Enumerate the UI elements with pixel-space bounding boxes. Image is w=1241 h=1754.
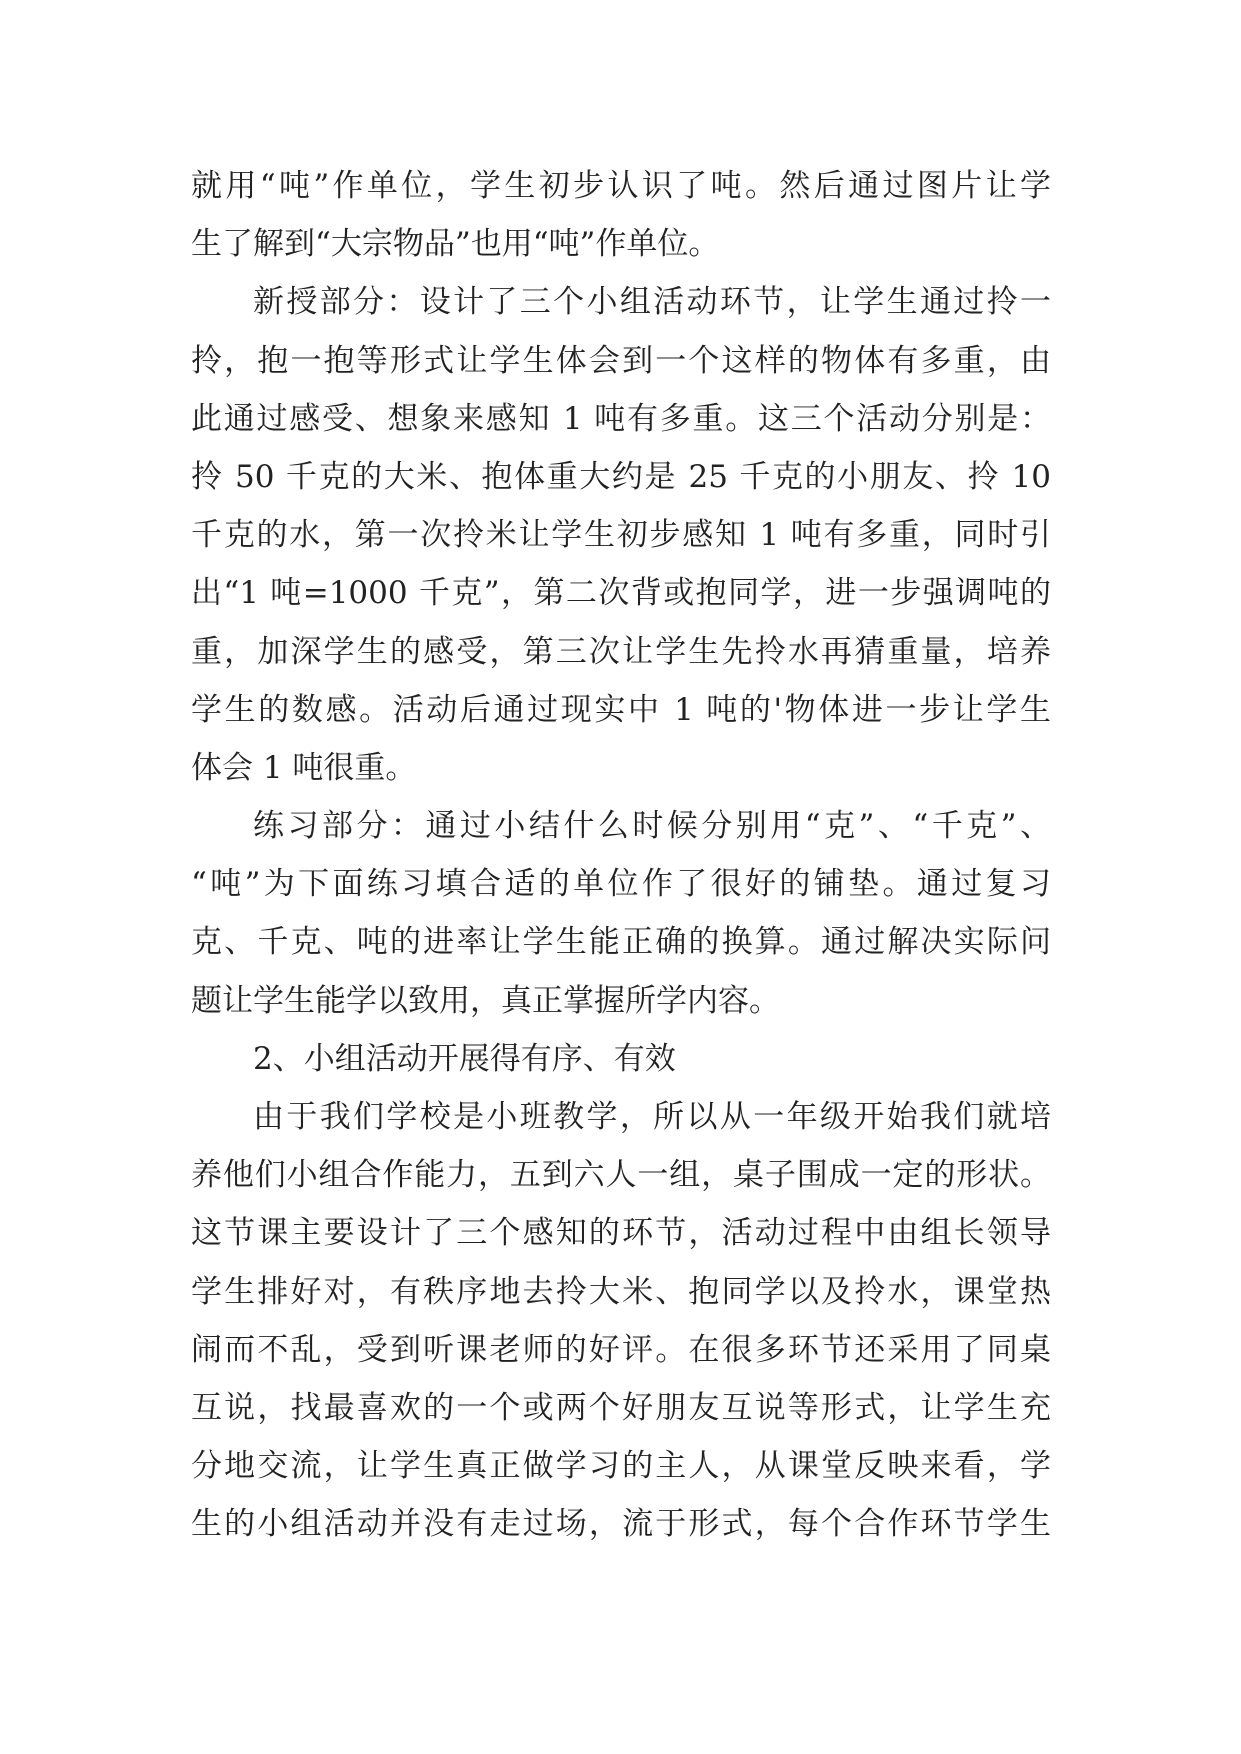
text-line: 此通过感受、想象来感知 1 吨有多重。这三个活动分别是： (191, 400, 1051, 437)
text-line: 学生的数感。活动后通过现实中 1 吨的'物体进一步让学生 (191, 691, 1051, 728)
text-line: 由于我们学校是小班教学，所以从一年级开始我们就培 (253, 1099, 1051, 1135)
text-line: 闹而不乱，受到听课老师的好评。在很多环节还采用了同桌 (191, 1331, 1051, 1368)
text-line: 题让学生能学以致用，真正掌握所学内容。 (191, 982, 780, 1019)
text-line: 养他们小组合作能力，五到六人一组，桌子围成一定的形状。 (191, 1157, 1051, 1194)
text-line: 就用“吨”作单位，学生初步认识了吨。然后通过图片让学 (191, 168, 1051, 204)
text-line: 克、千克、吨的进率让学生能正确的换算。通过解决实际问 (191, 924, 1051, 961)
document-body (191, 157, 1051, 1554)
text-line: 学生排好对，有秩序地去拎大米、抱同学以及拎水，课堂热 (191, 1273, 1051, 1310)
text-line: 互说，找最喜欢的一个或两个好朋友互说等形式，让学生充 (191, 1389, 1051, 1426)
text-line: 新授部分：设计了三个小组活动环节，让学生通过拎一 (253, 284, 1051, 321)
text-line: 重，加深学生的感受，第三次让学生先拎水再猜重量，培养 (191, 633, 1051, 670)
text-line: 拎 50 千克的大米、抱体重大约是 25 千克的小朋友、拎 10 (191, 458, 1051, 495)
text-line: 拎，抱一抱等形式让学生体会到一个这样的物体有多重，由 (191, 342, 1051, 379)
text-line: 这节课主要设计了三个感知的环节，活动过程中由组长领导 (191, 1215, 1051, 1252)
text-line: “吨”为下面练习填合适的单位作了很好的铺垫。通过复习 (191, 866, 1051, 903)
text-line: 出“1 吨=1000 千克”，第二次背或抱同学，进一步强调吨的 (191, 575, 1051, 612)
text-line: 2、小组活动开展得有序、有效 (253, 1040, 676, 1077)
text-line: 生的小组活动并没有走过场，流于形式，每个合作环节学生 (191, 1506, 1051, 1543)
text-line: 体会 1 吨很重。 (191, 749, 417, 786)
text-line: 分地交流，让学生真正做学习的主人，从课堂反映来看，学 (191, 1448, 1051, 1485)
text-line: 生了解到“大宗物品”也用“吨”作单位。 (191, 226, 720, 263)
text-line: 练习部分：通过小结什么时候分别用“克”、“千克”、 (253, 808, 1051, 845)
text-line: 千克的水，第一次拎米让学生初步感知 1 吨有多重，同时引 (191, 517, 1051, 554)
